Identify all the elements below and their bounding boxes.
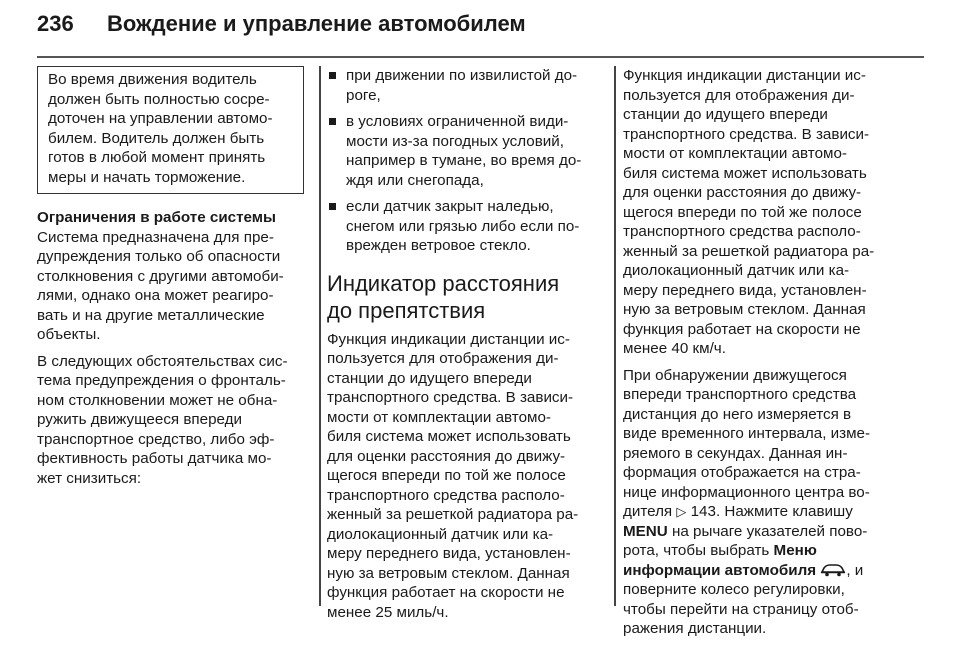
- text-line-menu-key: [623, 522, 903, 542]
- text-line: функция работает на скорости не: [623, 320, 861, 338]
- text-line: ряемого в секундах. Данная ин-: [623, 444, 848, 462]
- text-line: впереди транспортного средства: [623, 386, 857, 403]
- text-fragment: дителя: [623, 503, 677, 520]
- note-line: должен быть полностью сосре-: [48, 90, 270, 108]
- warning-note-box: [37, 66, 304, 194]
- text-line: вать и на другие металлические: [37, 306, 265, 324]
- menu-name-label: информации автомобиля: [623, 561, 817, 579]
- text-line: транспортное средство, либо эф-: [37, 430, 275, 448]
- text-line: Система предназначена для пре-: [37, 228, 274, 246]
- text-line: диолокационный датчик или ка-: [327, 525, 554, 543]
- text-line: станции до идущего впереди: [327, 369, 532, 387]
- text-line: если датчик закрыт наледью,: [346, 198, 554, 215]
- text-line: щегося впереди по той же полосе: [623, 203, 862, 221]
- text-line: женный за решеткой радиатора ра-: [623, 242, 875, 260]
- text-line: транспортного средства располо-: [623, 223, 861, 240]
- section-title-distance-indicator: [327, 270, 602, 324]
- text-line: щегося впереди по той же полосе: [327, 467, 566, 484]
- text-fragment: 143. Нажмите клавишу: [686, 503, 853, 520]
- text-line-select: [623, 541, 903, 561]
- text-line: мости от комплектации автомо-: [327, 408, 551, 426]
- text-line: врежден ветровое стекло.: [346, 237, 531, 254]
- text-line: В следующих обстоятельствах сис-: [37, 352, 288, 370]
- page-reference-arrow-icon: ▷: [676, 504, 687, 519]
- text-line: тема предупреждения о фронталь-: [37, 372, 286, 389]
- column-divider-1: [319, 66, 321, 606]
- text-line-vehicle-menu: [623, 561, 903, 581]
- text-line: фективность работы датчика мо-: [37, 450, 272, 467]
- text-line: станции до идущего впереди: [623, 106, 828, 123]
- text-line: ную за ветровым стеклом. Данная: [327, 564, 570, 582]
- text-line: Функция индикации дистанции ис-: [327, 330, 570, 348]
- text-line: При обнаружении движущегося: [623, 366, 847, 384]
- text-line: например в тумане, во время до-: [346, 152, 582, 169]
- text-line: транспортного средства. В зависи-: [623, 125, 870, 143]
- paragraph-detection-instructions: [623, 366, 903, 639]
- column-divider-2: [614, 66, 616, 606]
- text-line: виде временного интервала, изме-: [623, 425, 871, 442]
- text-fragment: , и: [846, 561, 864, 579]
- text-line: дупреждения только об опасности: [37, 248, 281, 265]
- bullet-square-icon: [329, 203, 336, 210]
- menu-name-label: Меню: [773, 542, 817, 559]
- note-line: меры и начать торможение.: [48, 168, 246, 186]
- text-line: дистанция до него измеряется в: [623, 405, 852, 423]
- text-line: при движении по извилистой до-: [346, 67, 578, 84]
- text-line: формация отображается на стра-: [623, 464, 861, 481]
- text-line: Функция индикации дистанции ис-: [623, 67, 866, 84]
- text-line: роге,: [346, 86, 381, 104]
- text-line: диолокационный датчик или ка-: [623, 262, 850, 279]
- subheading-limitations: Ограничения в работе системы: [37, 209, 277, 226]
- text-fragment: на рычаге указателей пово-: [667, 522, 868, 540]
- text-line: пользуется для отображения ди-: [623, 86, 855, 104]
- note-line: Во время движения водитель: [48, 71, 257, 88]
- title-line: Индикатор расстояния: [327, 270, 560, 296]
- text-line: ную за ветровым стеклом. Данная: [623, 301, 866, 318]
- text-line-page-ref: [623, 502, 903, 522]
- bullet-square-icon: [329, 118, 336, 125]
- column-1: [37, 66, 304, 495]
- paragraph-conditions: [37, 352, 304, 489]
- text-line: поверните колесо регулировки,: [623, 581, 845, 598]
- text-line: меру переднего вида, установлен-: [327, 545, 571, 562]
- text-line: столкновения с другими автомоби-: [37, 267, 284, 285]
- text-line: ражения дистанции.: [623, 620, 767, 637]
- text-line: мости из-за погодных условий,: [346, 132, 564, 150]
- text-line: в условиях ограниченной види-: [346, 113, 569, 130]
- text-fragment: рота, чтобы выбрать: [623, 542, 774, 559]
- vehicle-info-car-icon: [820, 563, 846, 577]
- bullet-item-sensor-blocked: [327, 197, 602, 256]
- header-rule: [37, 56, 924, 58]
- text-line: чтобы перейти на страницу отоб-: [623, 600, 859, 618]
- text-line: мости от комплектации автомо-: [623, 145, 847, 162]
- text-line: ружить движущееся впереди: [37, 411, 243, 428]
- note-line: доточен на управлении автомо-: [48, 110, 273, 127]
- bullet-square-icon: [329, 72, 336, 79]
- text-line: женный за решеткой радиатора ра-: [327, 506, 579, 523]
- text-line: транспортного средства. В зависи-: [327, 389, 574, 406]
- text-line: биля система может использовать: [623, 164, 867, 182]
- page-number: 236: [37, 11, 74, 36]
- text-line: ждя или снегопада,: [346, 171, 484, 189]
- paragraph-distance-function-km: [623, 66, 903, 359]
- text-line: нице информационного центра во-: [623, 483, 870, 501]
- column-3: [623, 66, 903, 646]
- text-line: лями, однако она может реагиро-: [37, 287, 274, 304]
- text-line: снегом или грязью либо если по-: [346, 217, 580, 235]
- text-line: биля система может использовать: [327, 428, 571, 445]
- title-line: до препятствия: [327, 297, 486, 323]
- paragraph-system-purpose: [37, 228, 304, 345]
- text-line: ном столкновении может не обна-: [37, 391, 278, 409]
- paragraph-distance-function-miles: [327, 330, 602, 623]
- text-line: объекты.: [37, 326, 101, 343]
- page-header: [37, 4, 526, 44]
- bullet-item-visibility: [327, 112, 602, 190]
- text-line: для оценки расстояния до движу-: [623, 184, 862, 201]
- text-line: для оценки расстояния до движу-: [327, 447, 566, 465]
- column-2: [327, 66, 602, 629]
- bullet-item-curvy-road: [327, 66, 602, 105]
- menu-key-label: MENU: [623, 522, 668, 540]
- text-line: функция работает на скорости не: [327, 584, 565, 601]
- text-line: менее 40 км/ч.: [623, 340, 726, 357]
- note-line: билем. Водитель должен быть: [48, 129, 265, 147]
- text-line: меру переднего вида, установлен-: [623, 281, 867, 299]
- page-title: Вождение и управление автомобилем: [107, 11, 526, 36]
- text-line: жет снизиться:: [37, 469, 142, 487]
- text-line: транспортного средства располо-: [327, 486, 565, 504]
- text-line: пользуется для отображения ди-: [327, 350, 559, 367]
- note-line: готов в любой момент принять: [48, 149, 266, 166]
- text-line: менее 25 миль/ч.: [327, 603, 449, 621]
